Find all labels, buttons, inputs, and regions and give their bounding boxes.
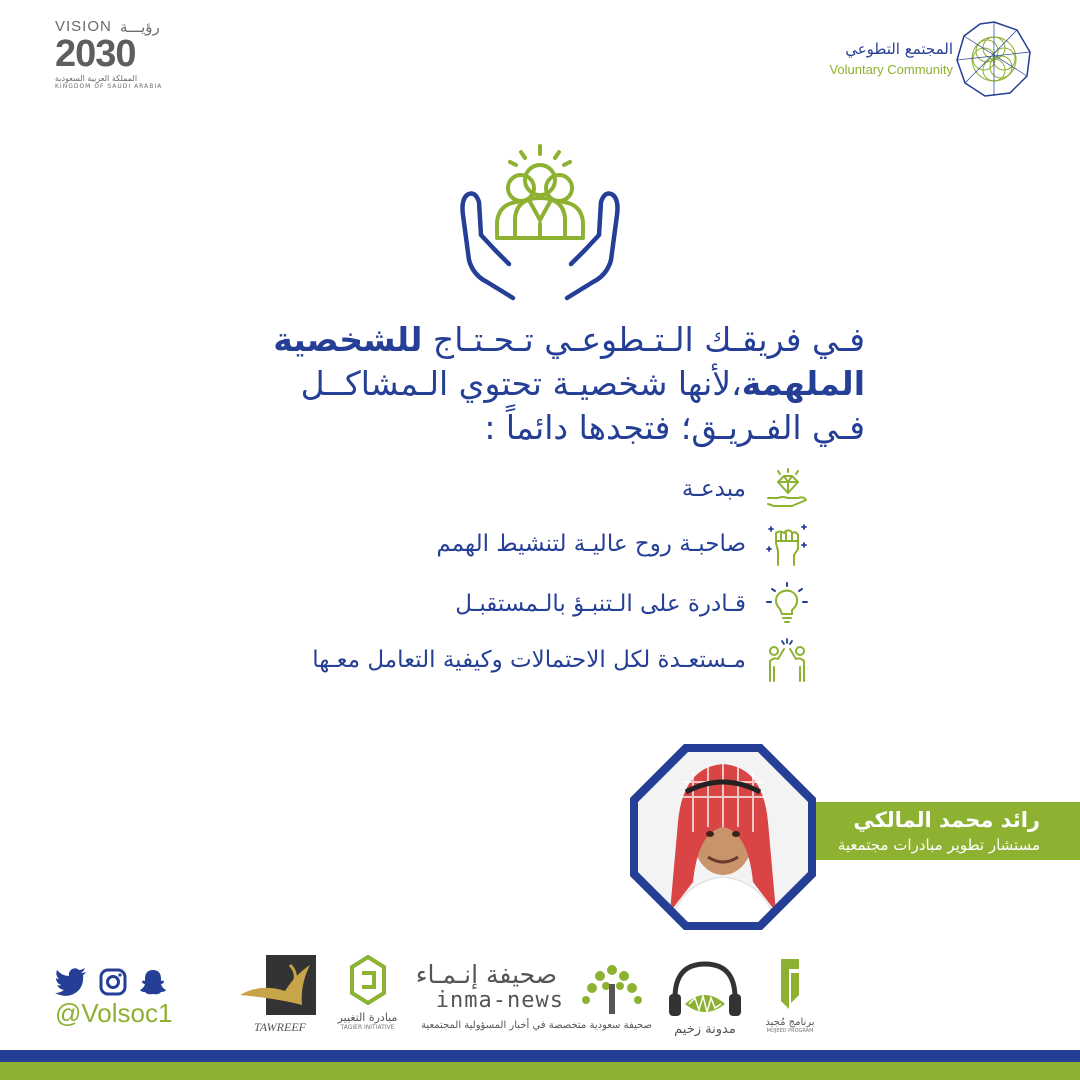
vision-2030-logo [55,18,165,98]
inma-ar-label: صحيفة إنـمـاء [415,960,557,989]
pen-nib-icon [775,955,805,1013]
trait-label: صاحبـة روح عاليـة لتنشيط الهمم [436,531,746,557]
zakheem-label: مدونة زخيم [674,1022,736,1037]
headphones-icon [665,958,745,1020]
person-name: رائد محمد المالكي [853,808,1040,832]
mojeed-logo [765,955,815,1040]
heading-line-1 [150,318,865,362]
trait-item-foresight [455,581,810,627]
voluntary-community-logo [829,20,1033,98]
twitter-icon[interactable] [55,968,87,996]
tagier-ar-label: مبادرة التغيير [337,1011,398,1024]
trait-item-creative [682,466,810,512]
tagier-emblem-icon [348,955,388,1005]
snapchat-icon[interactable] [139,968,167,996]
heading-line-2 [150,362,865,406]
heading-line-3: فـي الفـريـق؛ فتجدها دائماً : [484,408,865,447]
org-name-en: Voluntary Community [829,62,953,77]
tagier-en-label: TAGIER INITIATIVE [340,1024,395,1031]
org-name-ar: المجتمع التطوعي [845,40,953,58]
vision-kingdom-en: KINGDOM OF SAUDI ARABIA [55,83,163,90]
vision-en-text: VISION [55,18,112,35]
zakheem-logo [665,958,745,1038]
inma-news-logo [412,960,652,1035]
trait-item-high-spirit [436,521,810,567]
inma-en-label: inma-news [435,988,564,1013]
trait-label: مـستعـدة لكل الاحتمالات وكيفية التعامل معـها [312,647,746,673]
people-highfive-icon [764,637,810,683]
social-handle[interactable]: @Volsoc1 [55,998,173,1028]
person-photo [628,742,818,932]
trait-label: قـادرة على الـتنبـؤ بالـمستقبـل [455,591,746,617]
lightbulb-icon [764,581,810,627]
raised-fist-icon [764,521,810,567]
footer-bar-blue [0,1050,1080,1062]
heading-line-1-bold: للشخصية [273,320,423,359]
vision-ar-text: رؤيـــة [119,19,160,36]
geometric-emblem-icon [955,20,1033,98]
hands-holding-team-icon [455,140,625,305]
footer-bar-green [0,1062,1080,1080]
intro-heading [150,318,865,450]
trait-label: مبدعـة [681,476,746,502]
tawreef-emblem-icon [240,955,320,1017]
mojeed-ar-label: برنامج مُجيد [765,1017,815,1028]
vision-year: 2030 [55,33,136,75]
person-title: مستشار تطوير مبادرات مجتمعية [837,836,1040,854]
heading-line-2-text: ،لأنها شخصيـة تحتوي الـمشاكــل [300,364,742,403]
mojeed-en-label: MOJEED PROGRAM [766,1028,814,1034]
social-section [55,968,175,1029]
heading-line-2-bold: الملهمة [741,364,865,403]
inma-description: صحيفة سعودية متخصصة في أخبار المسؤولية المجتمعية [421,1020,652,1031]
tagier-logo [335,955,400,1035]
inma-tree-icon [572,960,652,1016]
social-icons [55,968,175,996]
trait-item-readiness [312,637,810,683]
heading-line-1-text: فـي فريقـك الـتـطوعـي تـحـتـاج [422,320,865,359]
vision-kingdom-ar: المملكة العربية السعودية [55,74,138,83]
tawreef-logo [240,955,320,1035]
gem-on-hand-icon [764,466,810,512]
instagram-icon[interactable] [99,968,127,996]
tawreef-label: TAWREEF [254,1020,306,1034]
